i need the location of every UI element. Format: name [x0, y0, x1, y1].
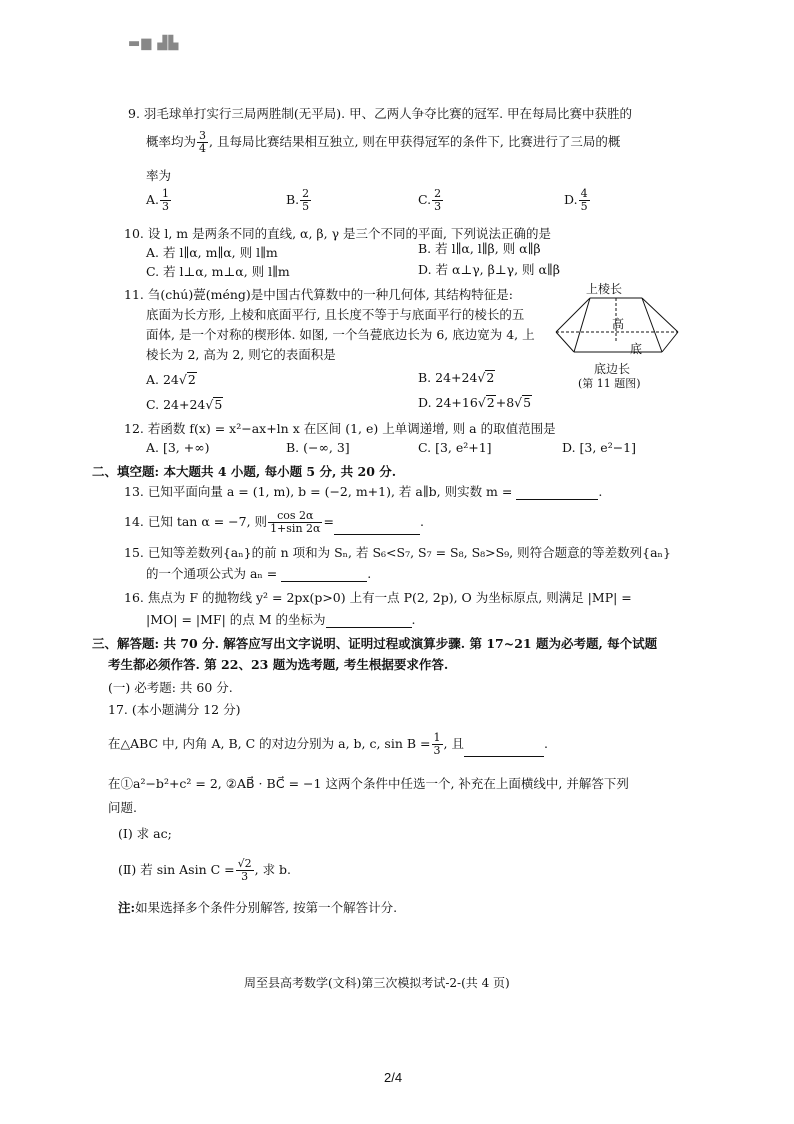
sqrt-sign: √: [178, 372, 187, 387]
q9-opt-b-num: 2: [302, 187, 310, 200]
q11-opt-d-radicand2: 5: [523, 395, 532, 410]
q14-frac-num: cos 2α: [268, 510, 322, 523]
q17-note-label: 注:: [118, 900, 136, 915]
q11-line1: 11. 刍(chú)甍(méng)是中国古代算数中的一种几何体, 其结构特征是:: [124, 287, 513, 302]
fig-label-height: 高: [612, 317, 625, 331]
q13-text: 13. 已知平面向量 a = (1, m), b = (−2, m+1), 若 a∥b, 则实数 m =: [124, 484, 513, 499]
q9-opt-d-frac: [579, 188, 590, 213]
fig-label-base: 底: [630, 342, 643, 356]
q11-opt-a-radicand: 2: [187, 372, 196, 387]
q17-conditions-line2: 问题.: [108, 800, 137, 815]
q9-line2-post: , 且每局比赛结果相互独立, 则在甲获得冠军的条件下, 比赛进行了三局的概: [209, 134, 621, 149]
q9-opt-d-den: 5: [580, 200, 588, 213]
q9-fraction: [197, 130, 208, 155]
sqrt-sign: √: [477, 370, 486, 385]
q16-line1: 16. 焦点为 F 的抛物线 y² = 2px(p>0) 上有一点 P(2, 2p), O 为坐标原点, 则满足 |MP| =: [124, 590, 632, 605]
q9-opt-c-label: C.: [418, 192, 432, 207]
q17-frac-den: 3: [433, 744, 441, 757]
q11-figure: [552, 280, 684, 390]
fig-label-bottom: 底边长: [594, 362, 631, 376]
q15-answer-blank: [281, 569, 367, 582]
q14-answer-blank: [334, 522, 420, 535]
q10-option-a: A. 若 l∥α, m∥α, 则 l∥m: [146, 245, 278, 260]
q13: 13. 已知平面向量 a = (1, m), b = (−2, m+1), 若 a∥b, 则实数 m = .: [124, 484, 603, 499]
q9-opt-c-den: 3: [434, 200, 442, 213]
q12-option-b: B. (−∞, 3]: [286, 440, 350, 455]
q9-opt-c-num: 2: [434, 187, 442, 200]
q17-part2-post: , 求 b.: [254, 862, 292, 877]
q9-option-a: [146, 188, 172, 213]
q15-line2-text: 的一个通项公式为 aₙ =: [146, 566, 278, 581]
q17-note-text: 如果选择多个条件分别解答, 按第一个解答计分.: [135, 900, 398, 915]
fig-caption: (第 11 题图): [578, 377, 641, 390]
sqrt-sign: √: [514, 395, 523, 410]
q17-part2: [118, 858, 291, 883]
front-left-edge: [556, 332, 574, 352]
q14-pre: 14. 已知 tan α = −7, 则: [124, 514, 268, 529]
right-slant-edge: [642, 298, 662, 352]
q9-line2: [146, 130, 620, 155]
q17-heading: 17. (本小题满分 12 分): [108, 702, 241, 717]
q11-option-c: [146, 397, 223, 413]
page-footer: 周至县高考数学(文科)第三次模拟考试-2-(共 4 页): [244, 976, 510, 990]
q12-option-c: C. [3, e²+1]: [418, 440, 492, 455]
q17-stem-post: , 且: [443, 736, 464, 751]
q12-option-d: D. [3, e²−1]: [562, 440, 637, 455]
q14-fraction: [268, 510, 322, 535]
q11-line3: 面体, 是一个对称的楔形体. 如图, 一个刍甍底边长为 6, 底边宽为 4, 上: [146, 327, 535, 342]
q9-opt-a-label: A.: [146, 192, 160, 207]
q11-opt-c-radicand: 5: [214, 397, 223, 412]
q9-opt-a-frac: [160, 188, 171, 213]
subsection-required: (一) 必考题: 共 60 分.: [108, 680, 233, 695]
q9-opt-b-frac: [300, 188, 311, 213]
section-2-heading: 二、填空题: 本大题共 4 小题, 每小题 5 分, 共 20 分.: [92, 464, 397, 479]
q12-option-a: A. [3, +∞): [146, 440, 210, 455]
q16-line2: |MO| = |MF| 的点 M 的坐标为 .: [146, 612, 416, 627]
q9-opt-b-label: B.: [286, 192, 300, 207]
q11-opt-d-mid: +8: [495, 395, 515, 410]
q13-answer-blank: [516, 487, 598, 500]
front-right-edge: [662, 332, 678, 352]
q9-option-c: [418, 188, 444, 213]
q9-opt-c-frac: [432, 188, 443, 213]
section-3-heading-line1: 三、解答题: 共 70 分. 解答应写出文字说明、证明过程或演算步骤. 第 17~21 题为必考题, 每个试题: [92, 636, 658, 651]
right-top-edge: [642, 298, 678, 332]
q10-option-c: C. 若 l⊥α, m⊥α, 则 l∥m: [146, 264, 290, 279]
q9-opt-d-num: 4: [580, 187, 588, 200]
q9-frac-den: 4: [199, 142, 207, 155]
q10-option-b: B. 若 l∥α, l∥β, 则 α∥β: [418, 241, 541, 256]
q9-frac-num: 3: [199, 129, 207, 142]
sqrt-sign: √: [477, 395, 486, 410]
q11-opt-b-text: B. 24+24: [418, 370, 478, 385]
q10-option-d: D. 若 α⊥γ, β⊥γ, 则 α∥β: [418, 262, 560, 277]
q11-option-b: [418, 370, 495, 386]
fig-label-top: 上棱长: [586, 282, 623, 296]
q17-stem-pre: 在△ABC 中, 内角 A, B, C 的对边分别为 a, b, c, sin B =: [108, 736, 431, 751]
q11-line4: 棱长为 2, 高为 2, 则它的表面积是: [146, 347, 336, 362]
q17-stem: 在△ABC 中, 内角 A, B, C 的对边分别为 a, b, c, sin B = $\frac{1}{3}$ , 且 .: [108, 731, 548, 757]
q11-opt-b-radicand: 2: [486, 370, 495, 385]
q17-part1: (Ⅰ) 求 ac;: [118, 826, 172, 841]
q17-part2-fraction: [236, 858, 254, 883]
q17-part2-num: √2: [237, 857, 252, 870]
q12-stem: 12. 若函数 f(x) = x²−ax+ln x 在区间 (1, e) 上单调递增, 则 a 的取值范围是: [124, 421, 556, 436]
q17-conditions-line1: 在①a²−b²+c² = 2, ②AB⃗ · BC⃗ = −1 这两个条件中任选一个, 补充在上面横线中, 并解答下列: [108, 776, 629, 791]
q17-part2-pre: (Ⅱ) 若 sin Asin C =: [118, 862, 235, 877]
q17-frac-num: 1: [433, 731, 441, 744]
q17-part2-den: 3: [241, 870, 249, 883]
q14: 14. 已知 tan α = −7, 则 $\frac{\cos 2\alpha}{1+\sin 2\alpha}$ = .: [124, 509, 424, 535]
q15-line1: 15. 已知等差数列{aₙ}的前 n 项和为 Sₙ, 若 S₆<S₇, S₇ = S₈, S₈>S₉, 则符合题意的等差数列{aₙ}: [124, 545, 671, 560]
q11-line2: 底面为长方形, 上棱和底面平行, 且长度不等于与底面平行的棱长的五: [146, 307, 525, 322]
q17-answer-blank: [464, 744, 544, 757]
q9-option-d: [564, 188, 591, 213]
q9-line1: 9. 羽毛球单打实行三局两胜制(无平局). 甲、乙两人争夺比赛的冠军. 甲在每局比赛中获胜的: [128, 106, 633, 121]
page-header-mark: ▬▆ ▟▙: [128, 36, 180, 51]
q11-option-a: [146, 372, 197, 388]
q9-option-b: [286, 188, 312, 213]
q9-opt-a-den: 3: [162, 200, 170, 213]
section-3-heading-line2: 考生都必须作答. 第 22、23 题为选考题, 考生根据要求作答.: [108, 657, 449, 672]
q11-opt-a-text: A. 24: [146, 372, 179, 387]
q11-opt-d-radicand: 2: [486, 395, 495, 410]
q9-line2-pre: 概率均为: [146, 134, 197, 149]
q14-post: =: [323, 514, 334, 529]
q9-opt-b-den: 5: [302, 200, 310, 213]
q17-fraction: [432, 732, 443, 757]
q16-line2-text: |MO| = |MF| 的点 M 的坐标为: [146, 612, 326, 627]
q11-opt-c-text: C. 24+24: [146, 397, 206, 412]
q15-line2: 的一个通项公式为 aₙ = .: [146, 566, 372, 581]
q9-opt-a-num: 1: [162, 187, 170, 200]
page-number: 2/4: [384, 1070, 403, 1085]
q11-opt-d-text: D. 24+16: [418, 395, 478, 410]
q10-stem: 10. 设 l, m 是两条不同的直线, α, β, γ 是三个不同的平面, 下列说法正确的是: [124, 226, 551, 241]
sqrt-sign: √: [205, 397, 214, 412]
q11-option-d: [418, 395, 532, 411]
q14-frac-den: 1+sin 2α: [270, 522, 321, 535]
q16-answer-blank: [326, 615, 412, 628]
q9-line3: 率为: [146, 168, 172, 183]
q17-note: [118, 900, 397, 916]
q9-opt-d-label: D.: [564, 192, 578, 207]
